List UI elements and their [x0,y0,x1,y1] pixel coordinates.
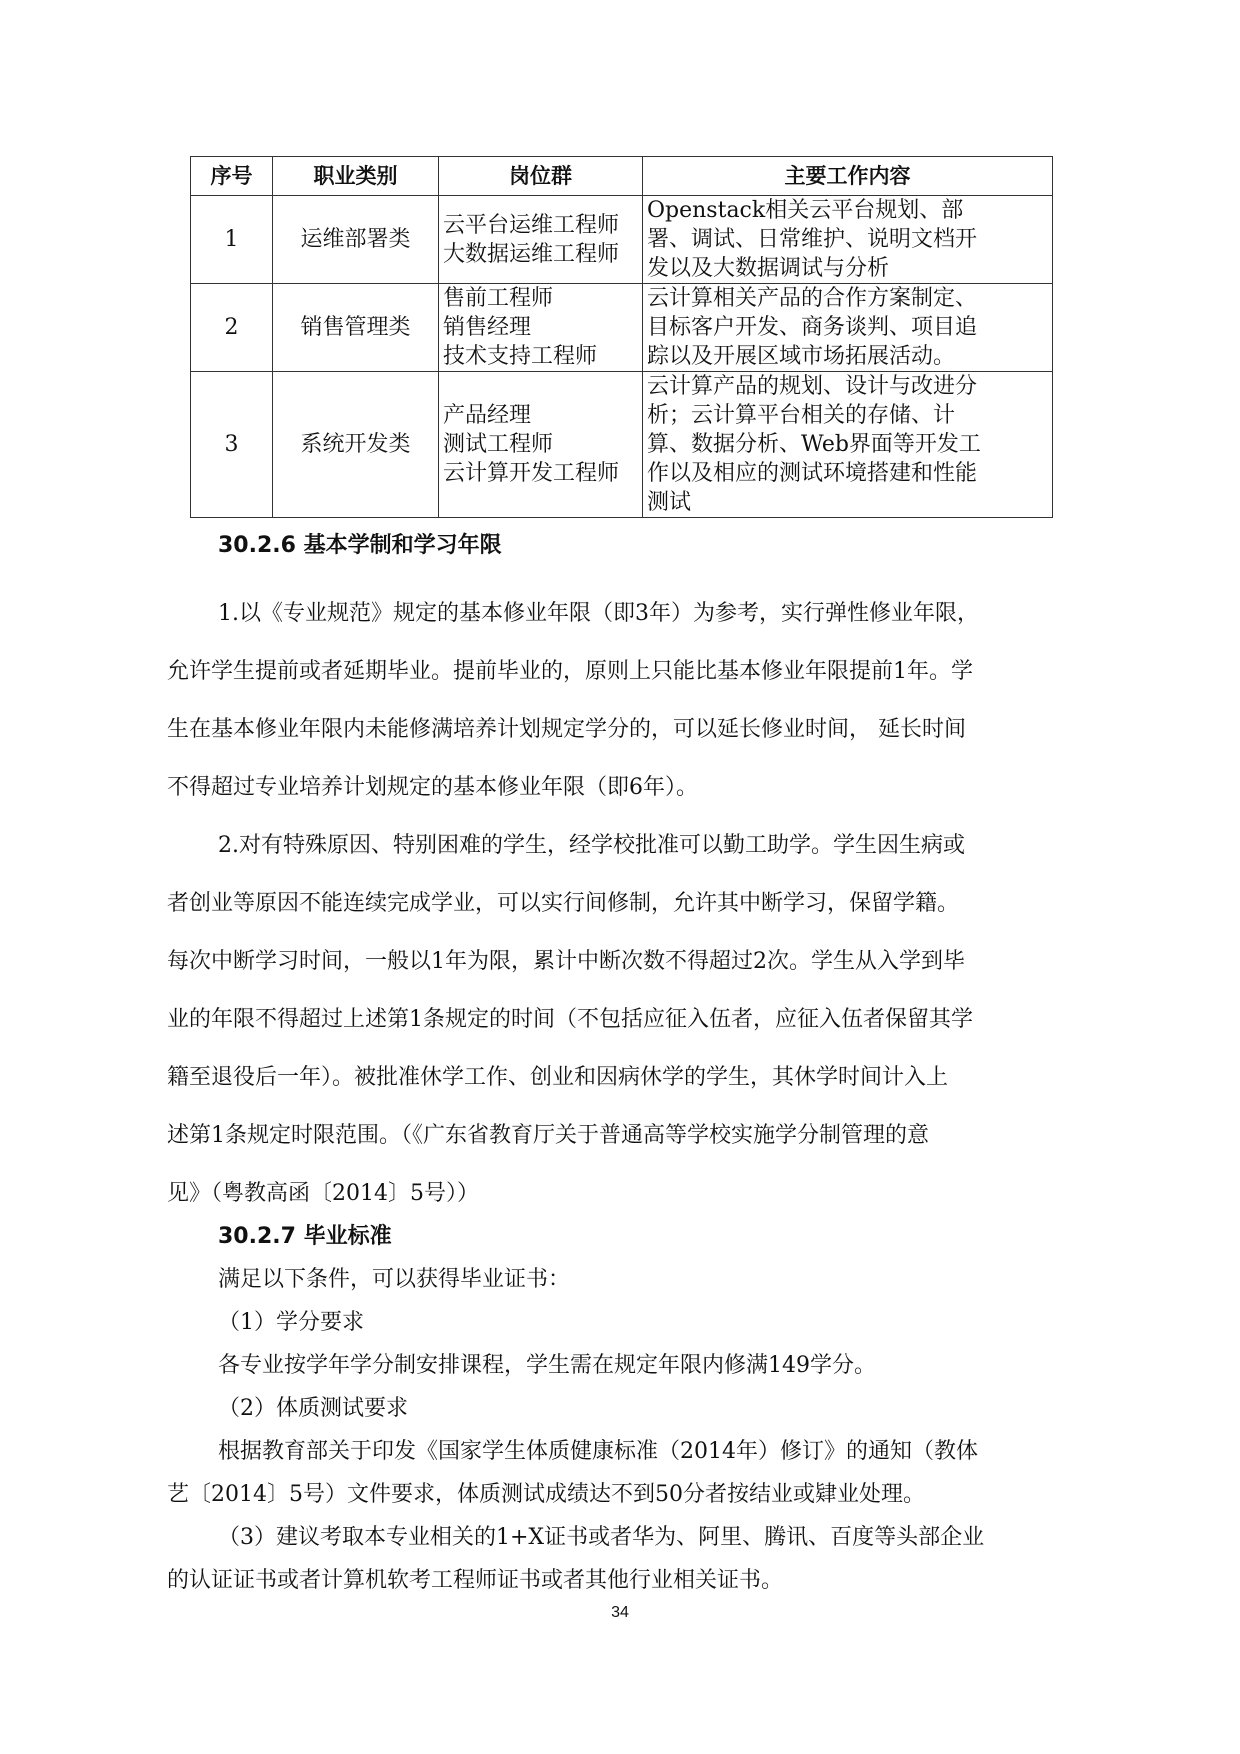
paragraph-line: 见》（粤教高函〔2014〕5号）） [167,1181,479,1206]
row-content [643,372,1053,518]
page-number: 34 [611,1604,629,1621]
paragraph-line: 1.以《专业规范》规定的基本修业年限（即3年）为参考，实行弹性修业年限， [218,601,979,626]
paragraph-line: 2.对有特殊原因、特别困难的学生，经学校批准可以勤工助学。学生因生病或 [218,833,965,858]
paragraph-line: 述第1条规定时限范围。（《广东省教育厅关于普通高等学校实施学分制管理的意 [167,1123,929,1148]
section-heading-2-6: 30.2.6 基本学制和学习年限 [218,533,502,558]
header-positions: 岗位群 [439,157,643,196]
section-heading-2-7: 30.2.7 毕业标准 [218,1224,392,1249]
row-content [643,284,1053,372]
paragraph-line: 不得超过专业培养计划规定的基本修业年限（即6年）。 [167,775,698,800]
paragraph-line: 每次中断学习时间，一般以1年为限，累计中断次数不得超过2次。学生从入学到毕 [167,949,965,974]
row-category: 系统开发类 [273,372,439,518]
content-line: Openstack相关云平台规划、部 [647,198,964,223]
row-content [643,196,1053,284]
content-line: 署、调试、日常维护、说明文档开 [647,227,978,252]
table-row [191,284,1053,372]
paragraph-line: 生在基本修业年限内未能修满培养计划规定学分的，可以延长修业时间， 延长时间 [167,717,966,742]
paragraph-line: 的认证证书或者计算机软考工程师证书或者其他行业相关证书。 [167,1568,784,1593]
requirement-title: （2）体质测试要求 [218,1396,408,1421]
position-item: 产品经理 [443,403,532,428]
position-item: 销售经理 [443,315,532,340]
content-line: 析；云计算平台相关的存储、计 [647,403,956,428]
position-item: 技术支持工程师 [443,344,598,369]
position-item: 云计算开发工程师 [443,461,620,486]
table-row [191,372,1053,518]
position-item: 售前工程师 [443,286,554,311]
position-item: 大数据运维工程师 [443,241,620,267]
content-line: 发以及大数据调试与分析 [647,256,890,281]
position-item: 测试工程师 [443,432,554,457]
content-line: 云计算产品的规划、设计与改进分 [647,374,978,399]
row-no: 1 [191,196,273,284]
row-category: 运维部署类 [273,196,439,284]
content-line: 算、数据分析、Web界面等开发工 [647,432,981,457]
paragraph-line: 满足以下条件，可以获得毕业证书： [218,1267,571,1292]
requirement-title: （1）学分要求 [218,1310,364,1335]
paragraph-line: 艺〔2014〕5号）文件要求，体质测试成绩达不到50分者按结业或肄业处理。 [167,1482,925,1507]
paragraph-line: 者创业等原因不能连续完成学业，可以实行间修制，允许其中断学习，保留学籍。 [167,891,960,916]
paragraph-line: 允许学生提前或者延期毕业。提前毕业的，原则上只能比基本修业年限提前1年。学 [167,659,973,684]
table-row [191,196,1053,284]
content-line: 云计算相关产品的合作方案制定、 [647,286,978,311]
row-category: 销售管理类 [273,284,439,372]
header-category: 职业类别 [273,157,439,196]
content-line: 测试 [647,490,692,515]
position-item: 云平台运维工程师 [443,212,620,238]
paragraph-line: 各专业按学年学分制安排课程，学生需在规定年限内修满149学分。 [218,1353,876,1378]
paragraph-line: 业的年限不得超过上述第1条规定的时间（不包括应征入伍者，应征入伍者保留其学 [167,1007,973,1032]
content-line: 目标客户开发、商务谈判、项目追 [647,315,978,340]
row-no: 3 [191,372,273,518]
row-positions [439,196,643,284]
paragraph-line: 根据教育部关于印发《国家学生体质健康标准（2014年）修订》的通知（教体 [218,1439,978,1464]
content-line: 踪以及开展区域市场拓展活动。 [647,344,956,369]
table-header-row [191,157,1053,196]
header-no: 序号 [191,157,273,196]
career-table [190,156,1053,518]
row-no: 2 [191,284,273,372]
row-positions [439,372,643,518]
paragraph-line: （3）建议考取本专业相关的1+X证书或者华为、阿里、腾讯、百度等头部企业 [218,1525,985,1550]
row-positions [439,284,643,372]
paragraph-line: 籍至退役后一年）。被批准休学工作、创业和因病休学的学生，其休学时间计入上 [167,1065,949,1090]
header-content: 主要工作内容 [643,157,1053,196]
content-line: 作以及相应的测试环境搭建和性能 [647,461,978,486]
